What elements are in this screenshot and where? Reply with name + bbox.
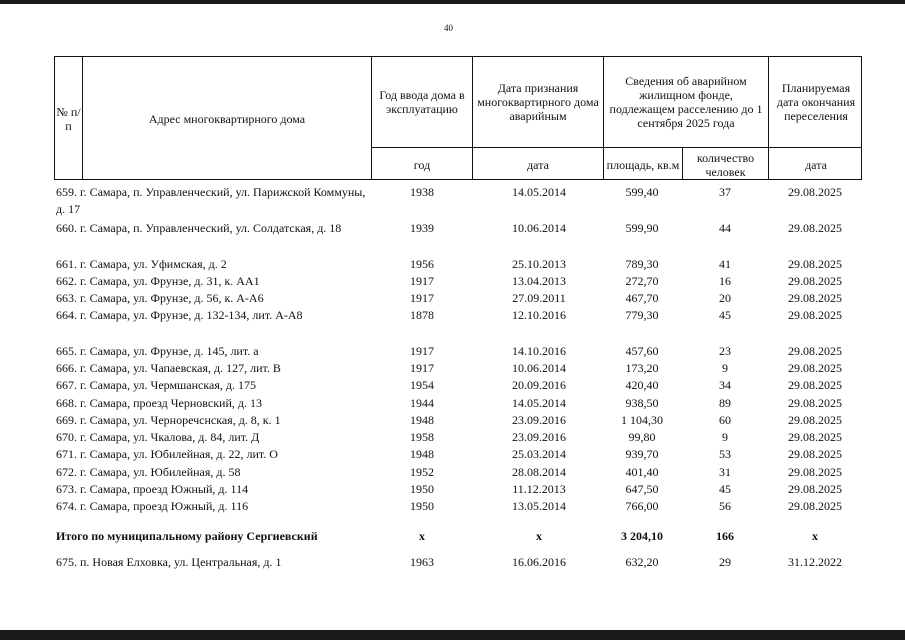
row-people: 45 bbox=[719, 308, 731, 322]
row-year: 1956 bbox=[410, 257, 434, 271]
row-date: 27.09.2011 bbox=[512, 291, 566, 305]
row-area: 1 104,30 bbox=[621, 413, 663, 427]
row-date: 14.05.2014 bbox=[512, 396, 566, 410]
row-people: 41 bbox=[719, 257, 731, 271]
row-date: 23.09.2016 bbox=[512, 413, 566, 427]
row-area: 467,70 bbox=[625, 291, 659, 305]
row-date: 13.04.2013 bbox=[512, 274, 566, 288]
subheader-date: дата bbox=[527, 157, 549, 172]
row-people: 53 bbox=[719, 447, 731, 461]
row-end-date: 29.08.2025 bbox=[788, 291, 842, 305]
row-date: 20.09.2016 bbox=[512, 378, 566, 392]
subheader-year: год bbox=[413, 157, 431, 172]
row-address: 671. г. Самара, ул. Юбилейная, д. 22, лит. О bbox=[56, 447, 278, 461]
row-people: 9 bbox=[722, 361, 728, 375]
row-people: 60 bbox=[719, 413, 731, 427]
header-date-recognition: Дата признания многоквартирного дома аварийным bbox=[477, 81, 599, 123]
row-address: 667. г. Самара, ул. Чермшанская, д. 175 bbox=[56, 378, 256, 392]
page-number: 40 bbox=[444, 23, 453, 33]
row-people: 9 bbox=[722, 430, 728, 444]
row-year: 1958 bbox=[410, 430, 434, 444]
row-date: 11.12.2013 bbox=[512, 482, 566, 496]
row-area: 457,60 bbox=[625, 344, 659, 358]
row-area: 272,70 bbox=[625, 274, 659, 288]
row-people: 45 bbox=[719, 482, 731, 496]
row-address: 673. г. Самара, проезд Южный, д. 114 bbox=[56, 482, 249, 496]
row-people: 89 bbox=[719, 396, 731, 410]
row-end-date: 29.08.2025 bbox=[788, 430, 842, 444]
header-address: Адрес многоквартирного дома bbox=[148, 112, 306, 126]
row-end-date: 29.08.2025 bbox=[788, 465, 842, 479]
row-end-date: 29.08.2025 bbox=[788, 344, 842, 358]
row-end-date: 29.08.2025 bbox=[788, 221, 842, 235]
row-people: 16 bbox=[719, 274, 731, 288]
row-people: 29 bbox=[719, 555, 731, 569]
row-area: 420,40 bbox=[625, 378, 659, 392]
row-year: 1939 bbox=[410, 221, 434, 235]
row-year: 1950 bbox=[410, 499, 434, 513]
row-area: 939,70 bbox=[625, 447, 659, 461]
row-date: 13.05.2014 bbox=[512, 499, 566, 513]
row-date: 25.10.2013 bbox=[512, 257, 566, 271]
row-year: 1878 bbox=[410, 308, 434, 322]
row-year: 1963 bbox=[410, 555, 434, 569]
row-address: 659. г. Самара, п. Управленческий, ул. Парижской Коммуны, д. 17 bbox=[56, 185, 366, 216]
row-end-date: 29.08.2025 bbox=[788, 482, 842, 496]
total-end-date: х bbox=[812, 529, 818, 543]
row-address: 670. г. Самара, ул. Чкалова, д. 84, лит. Д bbox=[56, 430, 260, 444]
row-date: 28.08.2014 bbox=[512, 465, 566, 479]
header-number: № п/п bbox=[56, 105, 81, 133]
row-year: 1944 bbox=[410, 396, 434, 410]
subheader-people: количество человек bbox=[696, 150, 755, 179]
row-area: 401,40 bbox=[625, 465, 659, 479]
header-year: Год ввода дома в эксплуатацию bbox=[379, 88, 465, 116]
row-people: 20 bbox=[719, 291, 731, 305]
row-people: 31 bbox=[719, 465, 731, 479]
row-address: 674. г. Самара, проезд Южный, д. 116 bbox=[56, 499, 249, 513]
row-area: 99,80 bbox=[628, 430, 656, 444]
subheader-planned: дата bbox=[805, 157, 827, 172]
total-label: Итого по муниципальному району Сергиевский bbox=[56, 529, 318, 543]
row-address: 666. г. Самара, ул. Чапаевская, д. 127, лит. В bbox=[56, 361, 281, 375]
row-area: 938,50 bbox=[625, 396, 659, 410]
row-address: 663. г. Самара, ул. Фрунзе, д. 56, к. А-А6 bbox=[56, 291, 264, 305]
bottom-border-bar bbox=[0, 630, 905, 640]
total-date: х bbox=[536, 529, 542, 543]
row-area: 599,40 bbox=[625, 185, 659, 199]
total-area: 3 204,10 bbox=[621, 529, 663, 543]
row-people: 37 bbox=[719, 185, 731, 199]
row-end-date: 29.08.2025 bbox=[788, 447, 842, 461]
row-address: 664. г. Самара, ул. Фрунзе, д. 132-134, лит. А-А8 bbox=[56, 308, 303, 322]
row-year: 1950 bbox=[410, 482, 434, 496]
row-year: 1948 bbox=[410, 413, 434, 427]
total-people: 166 bbox=[716, 529, 734, 543]
row-area: 779,30 bbox=[625, 308, 659, 322]
row-year: 1917 bbox=[410, 291, 434, 305]
row-area: 632,20 bbox=[625, 555, 659, 569]
row-address: 668. г. Самара, проезд Черновский, д. 13 bbox=[56, 396, 262, 410]
row-end-date: 29.08.2025 bbox=[788, 499, 842, 513]
row-address: 672. г. Самара, ул. Юбилейная, д. 58 bbox=[56, 465, 241, 479]
row-people: 56 bbox=[719, 499, 731, 513]
total-year: х bbox=[419, 529, 425, 543]
row-date: 25.03.2014 bbox=[512, 447, 566, 461]
row-date: 12.10.2016 bbox=[512, 308, 566, 322]
row-date: 14.10.2016 bbox=[512, 344, 566, 358]
row-address: 661. г. Самара, ул. Уфимская, д. 2 bbox=[56, 257, 227, 271]
row-address: 665. г. Самара, ул. Фрунзе, д. 145, лит. а bbox=[56, 344, 259, 358]
row-area: 599,90 bbox=[625, 221, 659, 235]
row-address: 660. г. Самара, п. Управленческий, ул. Солдатская, д. 18 bbox=[56, 221, 342, 235]
row-date: 16.06.2016 bbox=[512, 555, 566, 569]
row-year: 1917 bbox=[410, 274, 434, 288]
row-year: 1917 bbox=[410, 361, 434, 375]
row-address: 662. г. Самара, ул. Фрунзе, д. 31, к. АА1 bbox=[56, 274, 260, 288]
row-year: 1948 bbox=[410, 447, 434, 461]
header-planned: Планируемая дата окончания переселения bbox=[776, 81, 856, 123]
row-end-date: 29.08.2025 bbox=[788, 396, 842, 410]
row-end-date: 29.08.2025 bbox=[788, 257, 842, 271]
row-end-date: 29.08.2025 bbox=[788, 185, 842, 199]
row-end-date: 31.12.2022 bbox=[788, 555, 842, 569]
row-address: 669. г. Самара, ул. Черноречснская, д. 8, к. 1 bbox=[56, 413, 281, 427]
row-end-date: 29.08.2025 bbox=[788, 308, 842, 322]
row-people: 44 bbox=[719, 221, 731, 235]
row-address: 675. п. Новая Елховка, ул. Центральная, д. 1 bbox=[56, 555, 282, 569]
row-date: 10.06.2014 bbox=[512, 221, 566, 235]
row-date: 14.05.2014 bbox=[512, 185, 566, 199]
row-year: 1954 bbox=[410, 378, 434, 392]
header-info: Сведения об аварийном жилищном фонде, подлежащем расселению до 1 сентября 2025 года bbox=[609, 74, 763, 130]
top-border-bar bbox=[0, 0, 905, 4]
row-area: 173,20 bbox=[625, 361, 659, 375]
row-year: 1917 bbox=[410, 344, 434, 358]
row-end-date: 29.08.2025 bbox=[788, 274, 842, 288]
subheader-area: площадь, кв.м bbox=[606, 157, 680, 172]
row-date: 23.09.2016 bbox=[512, 430, 566, 444]
row-end-date: 29.08.2025 bbox=[788, 413, 842, 427]
row-year: 1938 bbox=[410, 185, 434, 199]
row-area: 789,30 bbox=[625, 257, 659, 271]
table-header bbox=[54, 56, 862, 180]
row-date: 10.06.2014 bbox=[512, 361, 566, 375]
row-end-date: 29.08.2025 bbox=[788, 361, 842, 375]
row-area: 647,50 bbox=[625, 482, 659, 496]
row-area: 766,00 bbox=[625, 499, 659, 513]
row-year: 1952 bbox=[410, 465, 434, 479]
row-end-date: 29.08.2025 bbox=[788, 378, 842, 392]
row-people: 34 bbox=[719, 378, 731, 392]
row-people: 23 bbox=[719, 344, 731, 358]
